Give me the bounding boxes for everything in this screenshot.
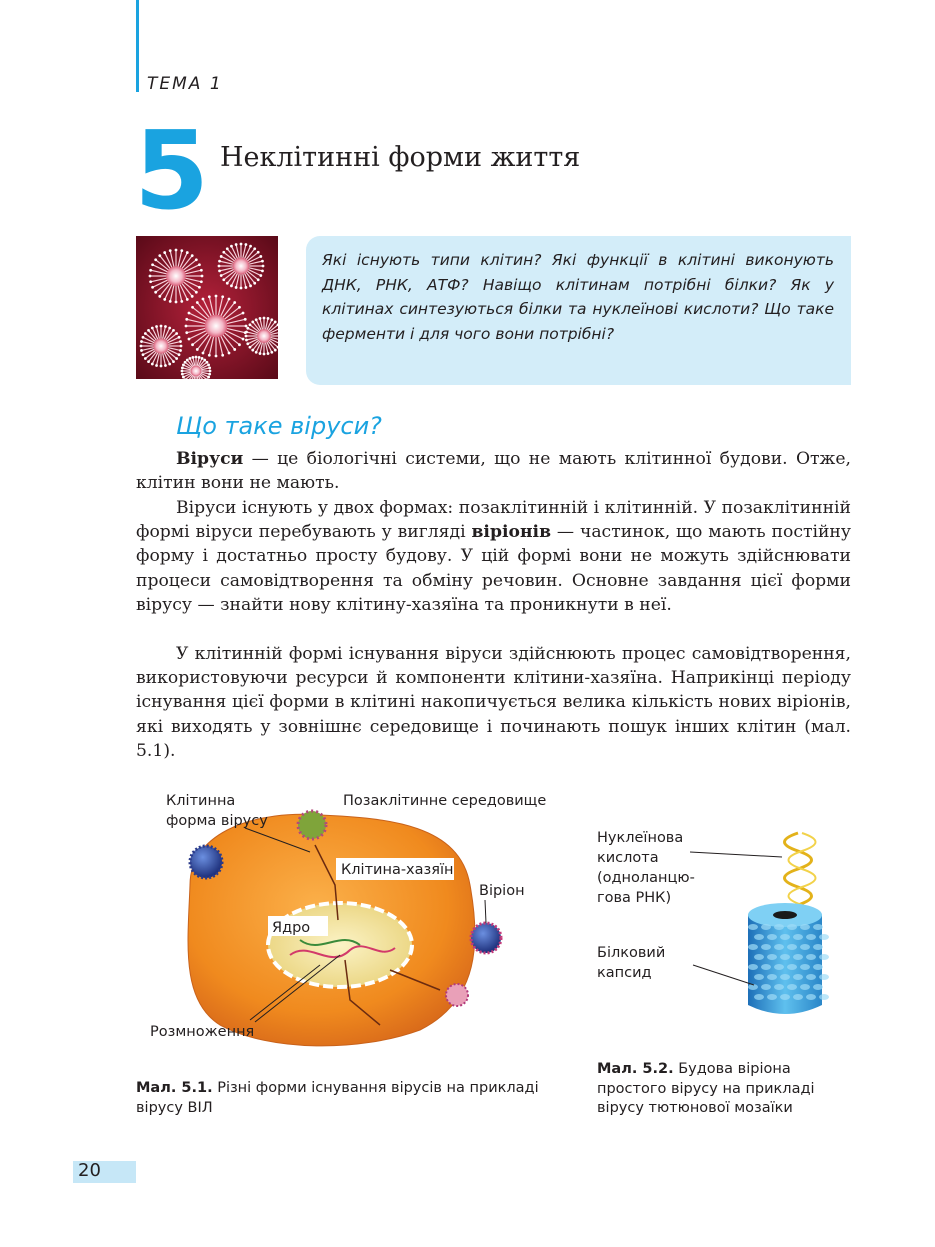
paragraph-2-end: — частинок, що мають постійну форму і достатньо просту будову. У цій формі вони не можуть здійснювати процеси самовідтворення та обміну речовин. Основне завдання цієї форми вірусу — знайти нову клітину-хазяїна та проникнути в неї. [136, 522, 851, 615]
term-viruses: Віруси [176, 449, 244, 469]
label-reproduction: Розмноження [150, 1024, 255, 1040]
topic-accent-bar [136, 0, 139, 92]
label-cell-form-2: форма вірусу [166, 813, 268, 829]
figure-tmv-virion [690, 825, 850, 1025]
term-virions: віріонів [471, 522, 552, 543]
topic-label: ТЕМА 1 [147, 74, 223, 94]
label-cell-form-1: Клітинна [166, 793, 236, 809]
label-virion: Віріон [479, 883, 525, 899]
paragraph-2 [136, 496, 851, 617]
label-nucleic-acid-1: Нуклеїнова [597, 830, 684, 846]
label-extracellular: Позаклітинне середовище [343, 793, 547, 809]
section-heading: Що таке віруси? [176, 412, 382, 440]
figure-2-caption-text-1: Будова віріона [673, 1061, 791, 1077]
figure-1-caption-number: Мал. 5.1. [136, 1080, 213, 1096]
figure-2-caption-number: Мал. 5.2. [597, 1061, 674, 1077]
paragraph-3-text: У клітинній формі існування віруси здійснюють процес самовідтворення, використовуючи ресурси й компоненти клітини-хазяїна. Наприкінці періоду існування цієї форми в клітині накопичується велика кількість нових віріонів, які виходять у зовнішнє середовище і починають пошук інших клітин (мал. 5.1). [136, 644, 851, 761]
paragraph-1 [136, 447, 851, 495]
paragraph-3 [136, 642, 851, 763]
page-number: 20 [78, 1160, 101, 1181]
label-nucleus: Ядро [272, 920, 311, 936]
figure-2-caption-line-3: вірусу тютюнової мозаїки [597, 1100, 793, 1116]
virus-photo [136, 236, 278, 379]
figure-1-caption-text: Різні форми існування вірусів на прикладі вірусу ВІЛ [136, 1080, 539, 1116]
chapter-number: 5 [134, 109, 210, 234]
label-capsid-1: Білковий [597, 945, 666, 961]
figure-2-caption-line-1 [597, 1060, 857, 1080]
label-nucleic-acid-2: кислота [597, 850, 659, 866]
label-nucleic-acid-4: гова РНК) [597, 890, 672, 906]
figure-2-caption [597, 1060, 857, 1119]
figure-1-caption [136, 1079, 556, 1118]
nucleus [268, 903, 412, 987]
paragraph-1-text: — це біологічні системи, що не мають клітинної будови. Отже, клітин вони не мають. [136, 449, 851, 494]
label-host-cell: Клітина-хазяїн [341, 862, 454, 878]
paragraph-2-start: Віруси існують у двох формах: позаклітинній і клітинній. У позаклітинній формі віруси перебувають у вигляді [136, 498, 851, 543]
label-nucleic-acid-3: (одноланцю- [597, 870, 695, 886]
intro-questions: Які існують типи клітин? Які функції в клітині виконують ДНК, РНК, АТФ? Навіщо клітинам потрібні білки? Як у клітинах синтезуються білки та нуклеїнові кислоти? Що таке ферменти і для чого вони потрібні? [322, 251, 834, 343]
chapter-title: Неклітинні форми життя [220, 142, 581, 173]
figure-2-caption-line-2: простого вірусу на прикладі [597, 1080, 815, 1097]
label-capsid-2: капсид [597, 965, 652, 981]
